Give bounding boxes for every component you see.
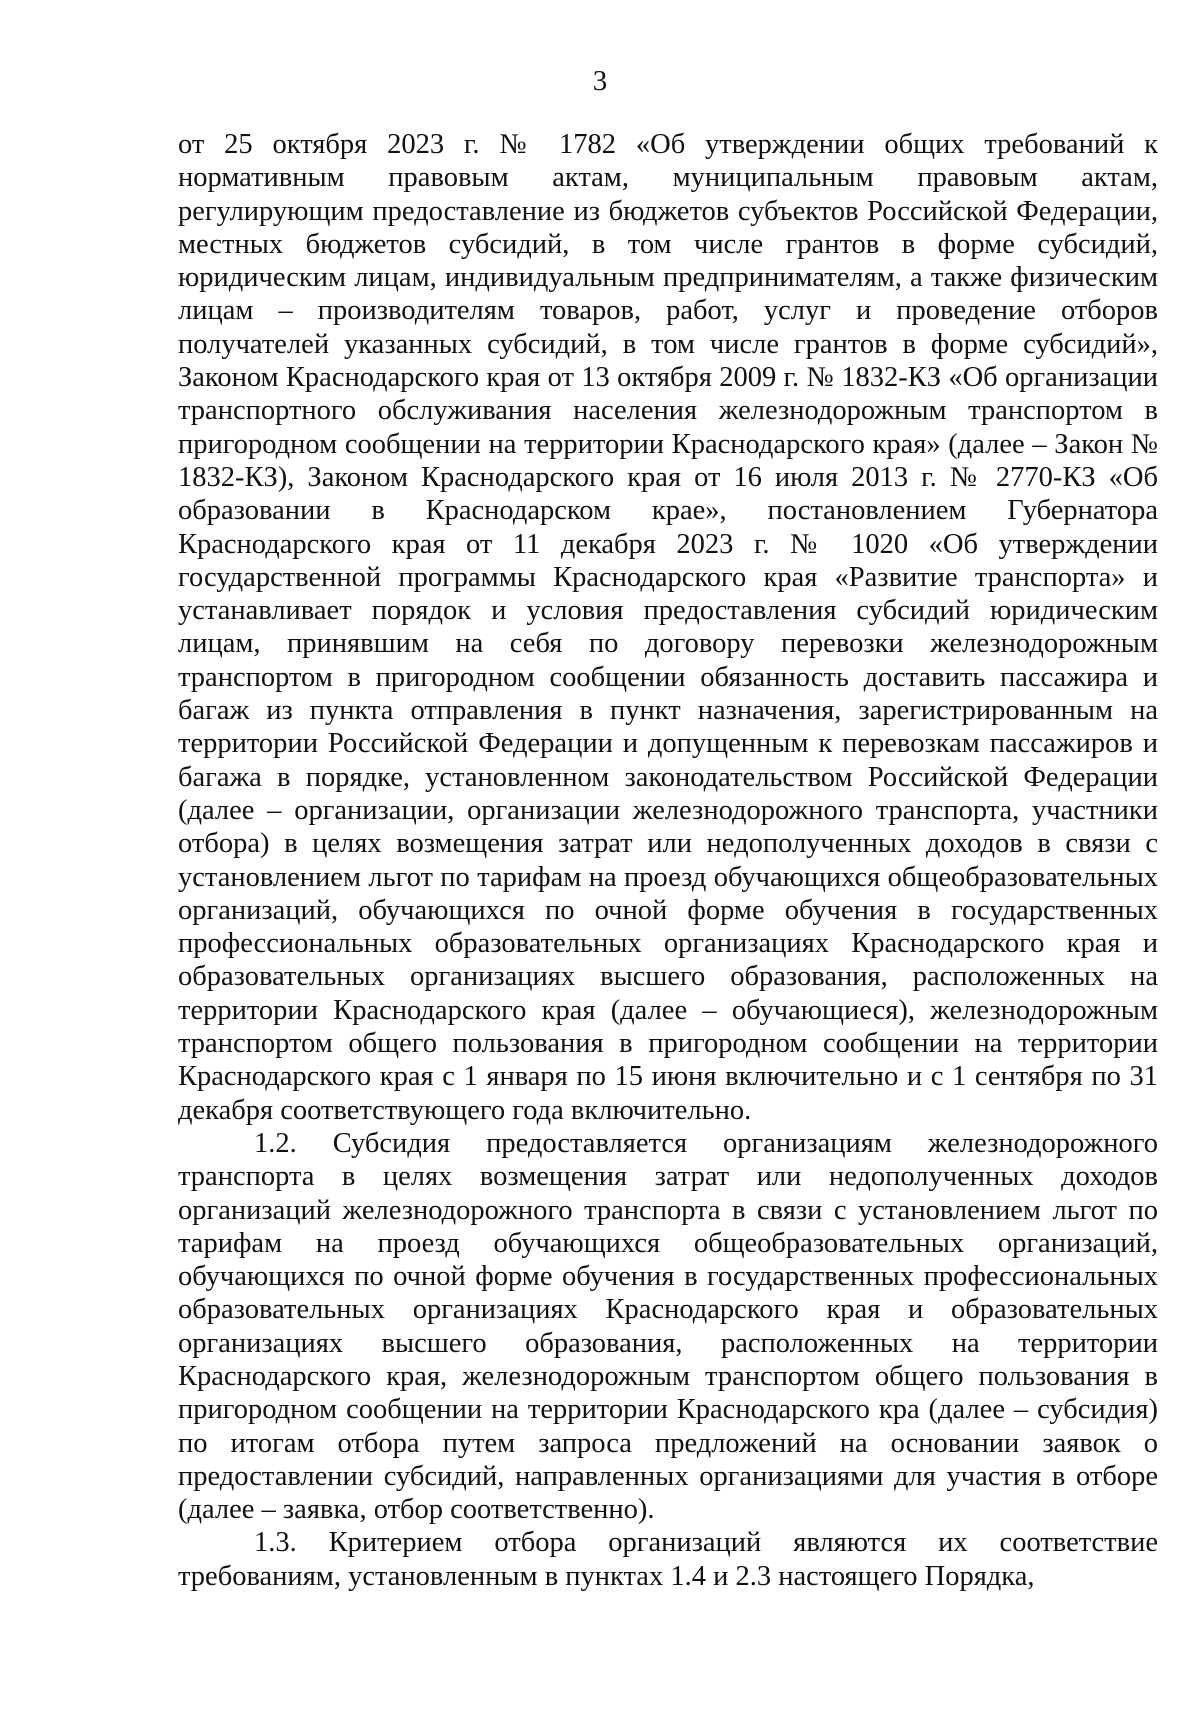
paragraph-1-3: 1.3. Критерием отбора организаций являются их соответствие требованиям, установленным в пунктах 1.4 и 2.3 настоящего Порядка, bbox=[178, 1527, 1158, 1592]
document-body bbox=[178, 128, 1158, 1593]
page-number: 3 bbox=[592, 65, 608, 97]
paragraph-1-2: 1.2. Субсидия предоставляется организациям железнодорожного транспорта в целях возмещения затрат или недополученных доходов организаций железнодорожного транспорта в связи с установлением льгот по тарифам на проезд обучающихся общеобразовательных организаций, обучающихся по очной форме обучения в государственных профессиональных образовательных организациях Краснодарского края и образовательных организациях высшего образования, расположенных на территории Краснодарского края, железнодорожным транспортом общего пользования в пригородном сообщении на территории Краснодарского кра (далее – субсидия) по итогам отбора путем запроса предложений на основании заявок о предоставлении субсидий, направленных организациями для участия в отборе (далее – заявка, отбор соответственно). bbox=[178, 1127, 1158, 1526]
paragraph-continuation: от 25 октября 2023 г. № 1782 «Об утверждении общих требований к нормативным правовым актам, муниципальным правовым актам, регулирующим предоставление из бюджетов субъектов Российской Федерации, местных бюджетов субсидий, в том числе грантов в форме субсидий, юридическим лицам, индивидуальным предпринимателям, а также физическим лицам – производителям товаров, работ, услуг и проведение отборов получателей указанных субсидий, в том числе грантов в форме субсидий», Законом Краснодарского края от 13 октября 2009 г. № 1832-КЗ «Об организации транспортного обслуживания населения железнодорожным транспортом в пригородном сообщении на территории Краснодарского края» (далее – Закон № 1832-КЗ), Законом Краснодарского края от 16 июля 2013 г. № 2770-КЗ «Об образовании в Краснодарском крае», постановлением Губернатора Краснодарского края от 11 декабря 2023 г. № 1020 «Об утверждении государственной программы Краснодарского края «Развитие транспорта» и устанавливает порядок и условия предоставления субсидий юридическим лицам, принявшим на себя по договору перевозки железнодорожным транспортом в пригородном сообщении обязанность доставить пассажира и багаж из пункта отправления в пункт назначения, зарегистрированным на территории Российской Федерации и допущенным к перевозкам пассажиров и багажа в порядке, установленном законодательством Российской Федерации (далее – организации, организации железнодорожного транспорта, участники отбора) в целях возмещения затрат или недополученных доходов в связи с установлением льгот по тарифам на проезд обучающихся общеобразовательных организаций, обучающихся по очной форме обучения в государственных профессиональных образовательных организациях Краснодарского края и образовательных организациях высшего образования, расположенных на территории Краснодарского края (далее – обучающиеся), железнодорожным транспортом общего пользования в пригородном сообщении на территории Краснодарского края с 1 января по 15 июня включительно и с 1 сентября по 31 декабря соответствующего года включительно. bbox=[178, 129, 1158, 1126]
